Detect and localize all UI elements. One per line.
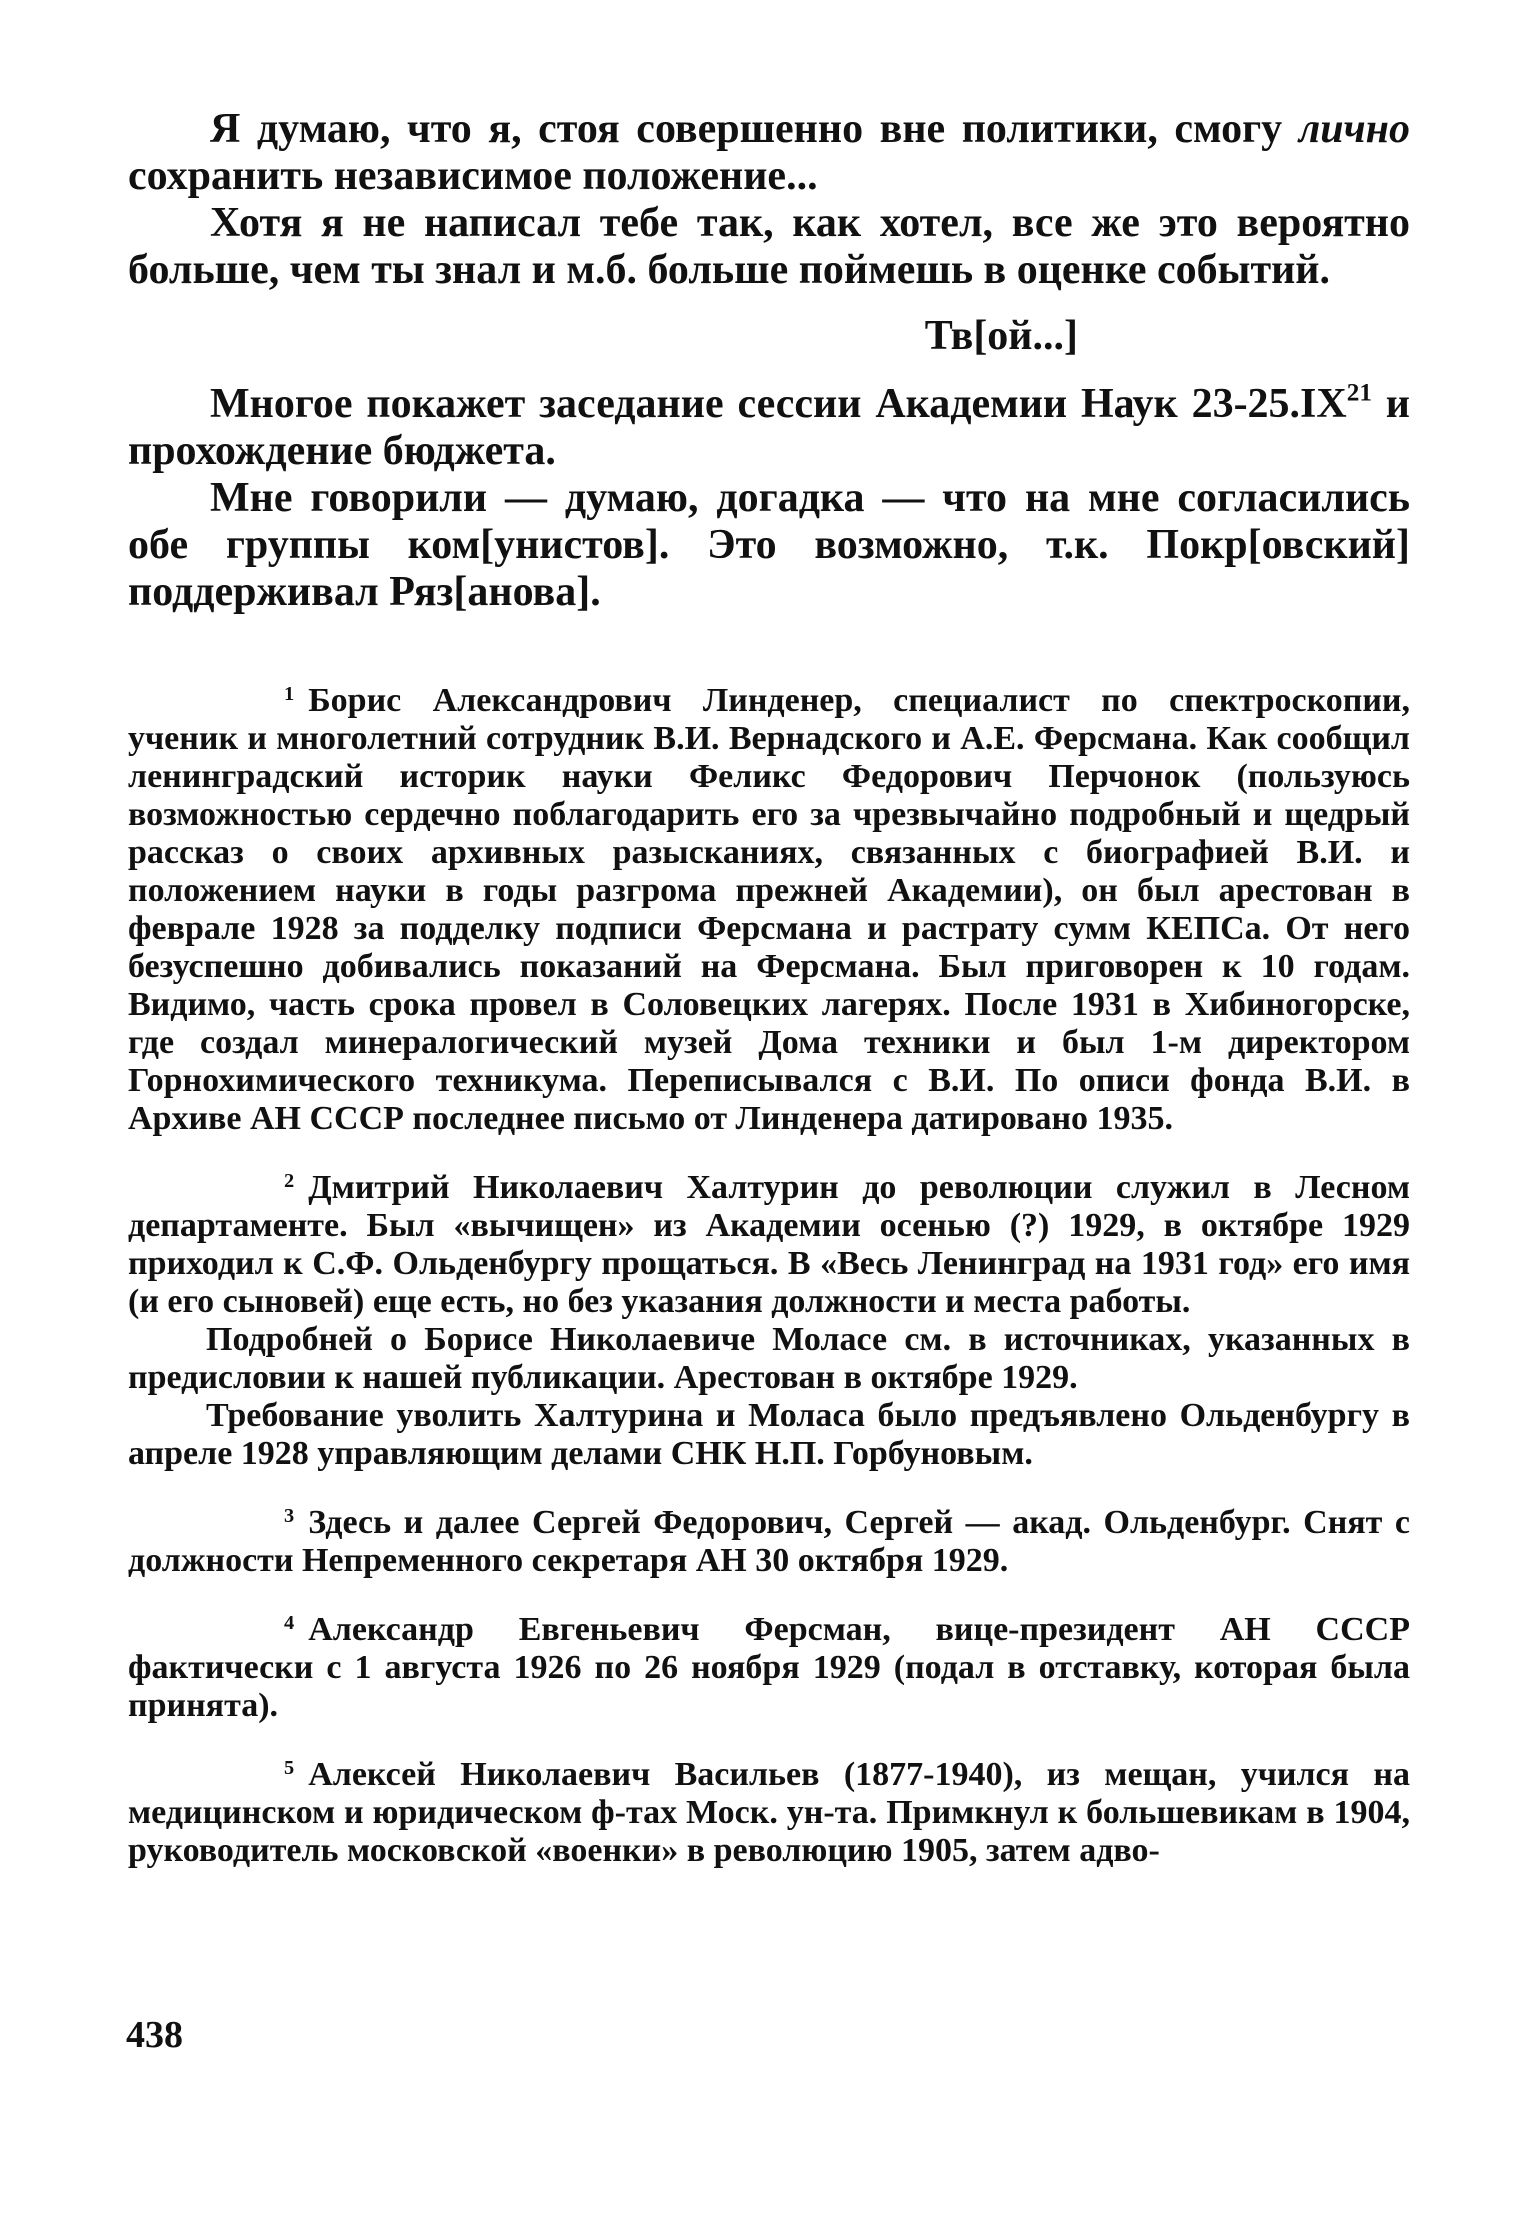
paragraph-3: Многое покажет заседание сессии Академии Наук 23-25.IX$^{21}$ и прохождение бюджета. [128,379,1411,474]
footnote-3 [128,1504,1410,1580]
footnote-paragraph: 5 Алексей Николаевич Васильев (1877-1940), из мещан, учился на медицинском и юридическом ф-тах Моск. ун-та. Примкнул к большевикам в 1904, руководитель московской «военки» в революцию 1905, затем адво- [128,1756,1410,1869]
footnote-paragraph: Требование уволить Халтурина и Моласа было предъявлено Ольденбургу в апреле 1928 управляющим делами СНК Н.П. Горбуновым. [128,1397,1410,1472]
footnote-paragraph: 3 Здесь и далее Сергей Федорович, Сергей — акад. Ольденбург. Снят с должности Непременного секретаря АН 30 октября 1929. [128,1504,1410,1579]
letter-signature: Тв[ой...] [924,313,1078,359]
emphasis-word: лично [1298,106,1410,152]
footnote-ref: 21 [1346,379,1372,407]
footnote-2 [128,1169,1410,1473]
footnote-paragraph: 2 Дмитрий Николаевич Халтурин до революции служил в Лесном департаменте. Был «вычищен» из Академии осенью (?) 1929, в октябре 1929 приходил к С.Ф. Ольденбургу прощаться. В «Весь Ленинград на 1931 год» его имя (и его сыновей) еще есть, но без указания должности и места работы. [128,1169,1410,1320]
footnote-1 [128,682,1410,1138]
paragraph-4: Мне говорили — думаю, догадка — что на мне согласились обе группы ком[унистов]. Это возможно, т.к. Покр[овский] поддерживал Ряз[анова]. [128,475,1410,615]
main-text [128,106,1410,616]
paragraph-1: Я думаю, что я, стоя совершенно вне политики, смогу лично сохранить независимое положение... [128,106,1410,199]
footnote-4 [128,1611,1410,1725]
footnote-5 [128,1756,1410,1870]
page-number: 438 [126,2014,183,2056]
footnote-paragraph: 1 Борис Александрович Линденер, специалист по спектроскопии, ученик и многолетний сотрудник В.И. Вернадского и А.Е. Ферсмана. Как сообщил ленинградский историк науки Феликс Федорович Перчонок (пользуюсь возможностью сердечно поблагодарить его за чрезвычайно подробный и щедрый рассказ о своих архивных разысканиях, связанных с биографией В.И. и положением науки в годы разгрома прежней Академии), он был арестован в феврале 1928 за подделку подписи Ферсмана и растрату сумм КЕПСа. От него безуспешно добивались показаний на Ферсмана. Был приговорен к 10 годам. Видимо, часть срока провел в Соловецких лагерях. После 1931 в Хибиногорске, где создал минералогический музей Дома техники и был 1-м директором Горнохимического техникума. Переписывался с В.И. По описи фонда В.И. в Архиве АН СССР последнее письмо от Линденера датировано 1935. [128,682,1410,1137]
footnote-paragraph: 4 Александр Евгеньевич Ферсман, вице-президент АН СССР фактически с 1 августа 1926 по 26 ноября 1929 (подал в отставку, которая была принята). [128,1611,1410,1724]
paragraph-2: Хотя я не написал тебе так, как хотел, все же это вероятно больше, чем ты знал и м.б. больше поймешь в оценке событий. [128,200,1410,293]
footnote-paragraph: Подробней о Борисе Николаевиче Моласе см. в источниках, указанных в предисловии к нашей публикации. Арестован в октябре 1929. [128,1321,1410,1396]
footnotes-section [128,682,1410,1870]
